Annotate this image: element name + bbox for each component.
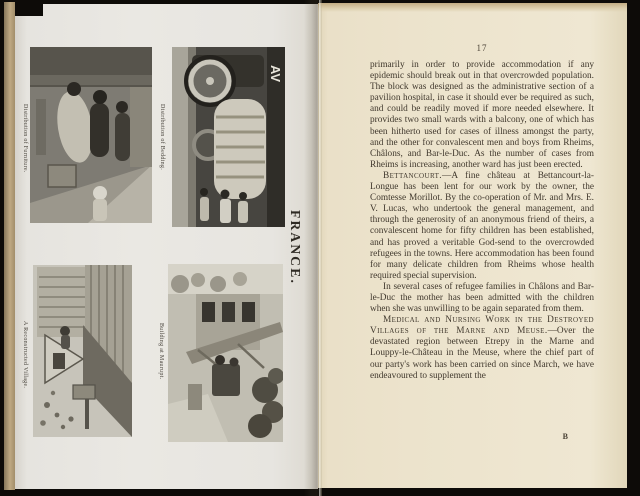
paragraph-lead-small-caps: Bettancourt.	[383, 170, 443, 181]
photo-image	[172, 47, 285, 227]
photo-image	[168, 264, 283, 442]
paragraph: In several cases of refugee families in Châlons and Bar-le-Duc the mother has been admitted with the children when she was unwilling to be again separated from them.	[370, 281, 594, 315]
photo-building-at-maurupt	[168, 264, 283, 442]
photo-caption-distribution-of-furniture: Distribution of Furniture.	[22, 104, 28, 173]
photo-image	[33, 265, 132, 437]
page-top-edge	[318, 3, 627, 12]
photo-distribution-of-bedding	[172, 47, 285, 227]
photo-caption-distribution-of-bedding: Distribution of Bedding.	[159, 104, 165, 171]
right-page	[318, 3, 627, 488]
book-fore-edge	[4, 2, 15, 490]
paragraph-lead-small-caps: Medical and Nursing Work in the Destroyed Villages of the Marne and Meuse.	[370, 315, 594, 337]
photo-caption-building-at-maurupt: Building at Maurupt.	[158, 323, 164, 380]
scan-corner-notch	[15, 4, 43, 16]
paragraph: primarily in order to provide accommodation if any epidemic should break out in that overcrowded population. The block was designed as the administrative section of a pavilion hospital, in case it should ever be required as such, and could be readily moved if more needed elsewhere. It provides two small wards with a balcony, one of which has been hitherto used for cases of illness amongst the party, and the other for convalescent men and boys from Rheims, Châlons, and Bar-le-Duc. As the number of cases from Rheims is increasing, another ward has just been erected.	[370, 60, 594, 170]
paragraph: Medical and Nursing Work in the Destroyed Villages of the Marne and Meuse.—Over the devastated region between Etrepy in the Marne and Louppy-le-Château in the Meuse, where the chief part of our party's work has been carried on since March, we have endeavoured to supplement the	[370, 315, 594, 381]
page-title-france: FRANCE.	[288, 210, 303, 286]
photo-image	[30, 47, 152, 223]
paragraph: Bettancourt.—A fine château at Bettancourt-la-Longue has been lent for our work by the owner, the Comtesse Morillot. By the co-operation of Mr. and Mrs. E. V. Lucas, who undertook the general management, and through the generosity of an anonymous friend of theirs, a convalescent home for fifty children has been established, and has proved a veritable God-send to the overcrowded refugees in the towns. Here accommodation has been found for many delicate children from Rheims whose health required special supervision.	[370, 170, 594, 281]
photo-caption-reconstructed-village: A Reconstructed Village.	[22, 321, 28, 389]
photo-reconstructed-village	[33, 265, 132, 437]
page-number: 17	[476, 43, 488, 53]
photo-distribution-of-furniture	[30, 47, 152, 223]
photo-overlay-text-av: AV	[268, 65, 283, 83]
text-column	[370, 60, 594, 382]
signature-mark: B	[562, 432, 568, 441]
left-page	[15, 4, 318, 489]
